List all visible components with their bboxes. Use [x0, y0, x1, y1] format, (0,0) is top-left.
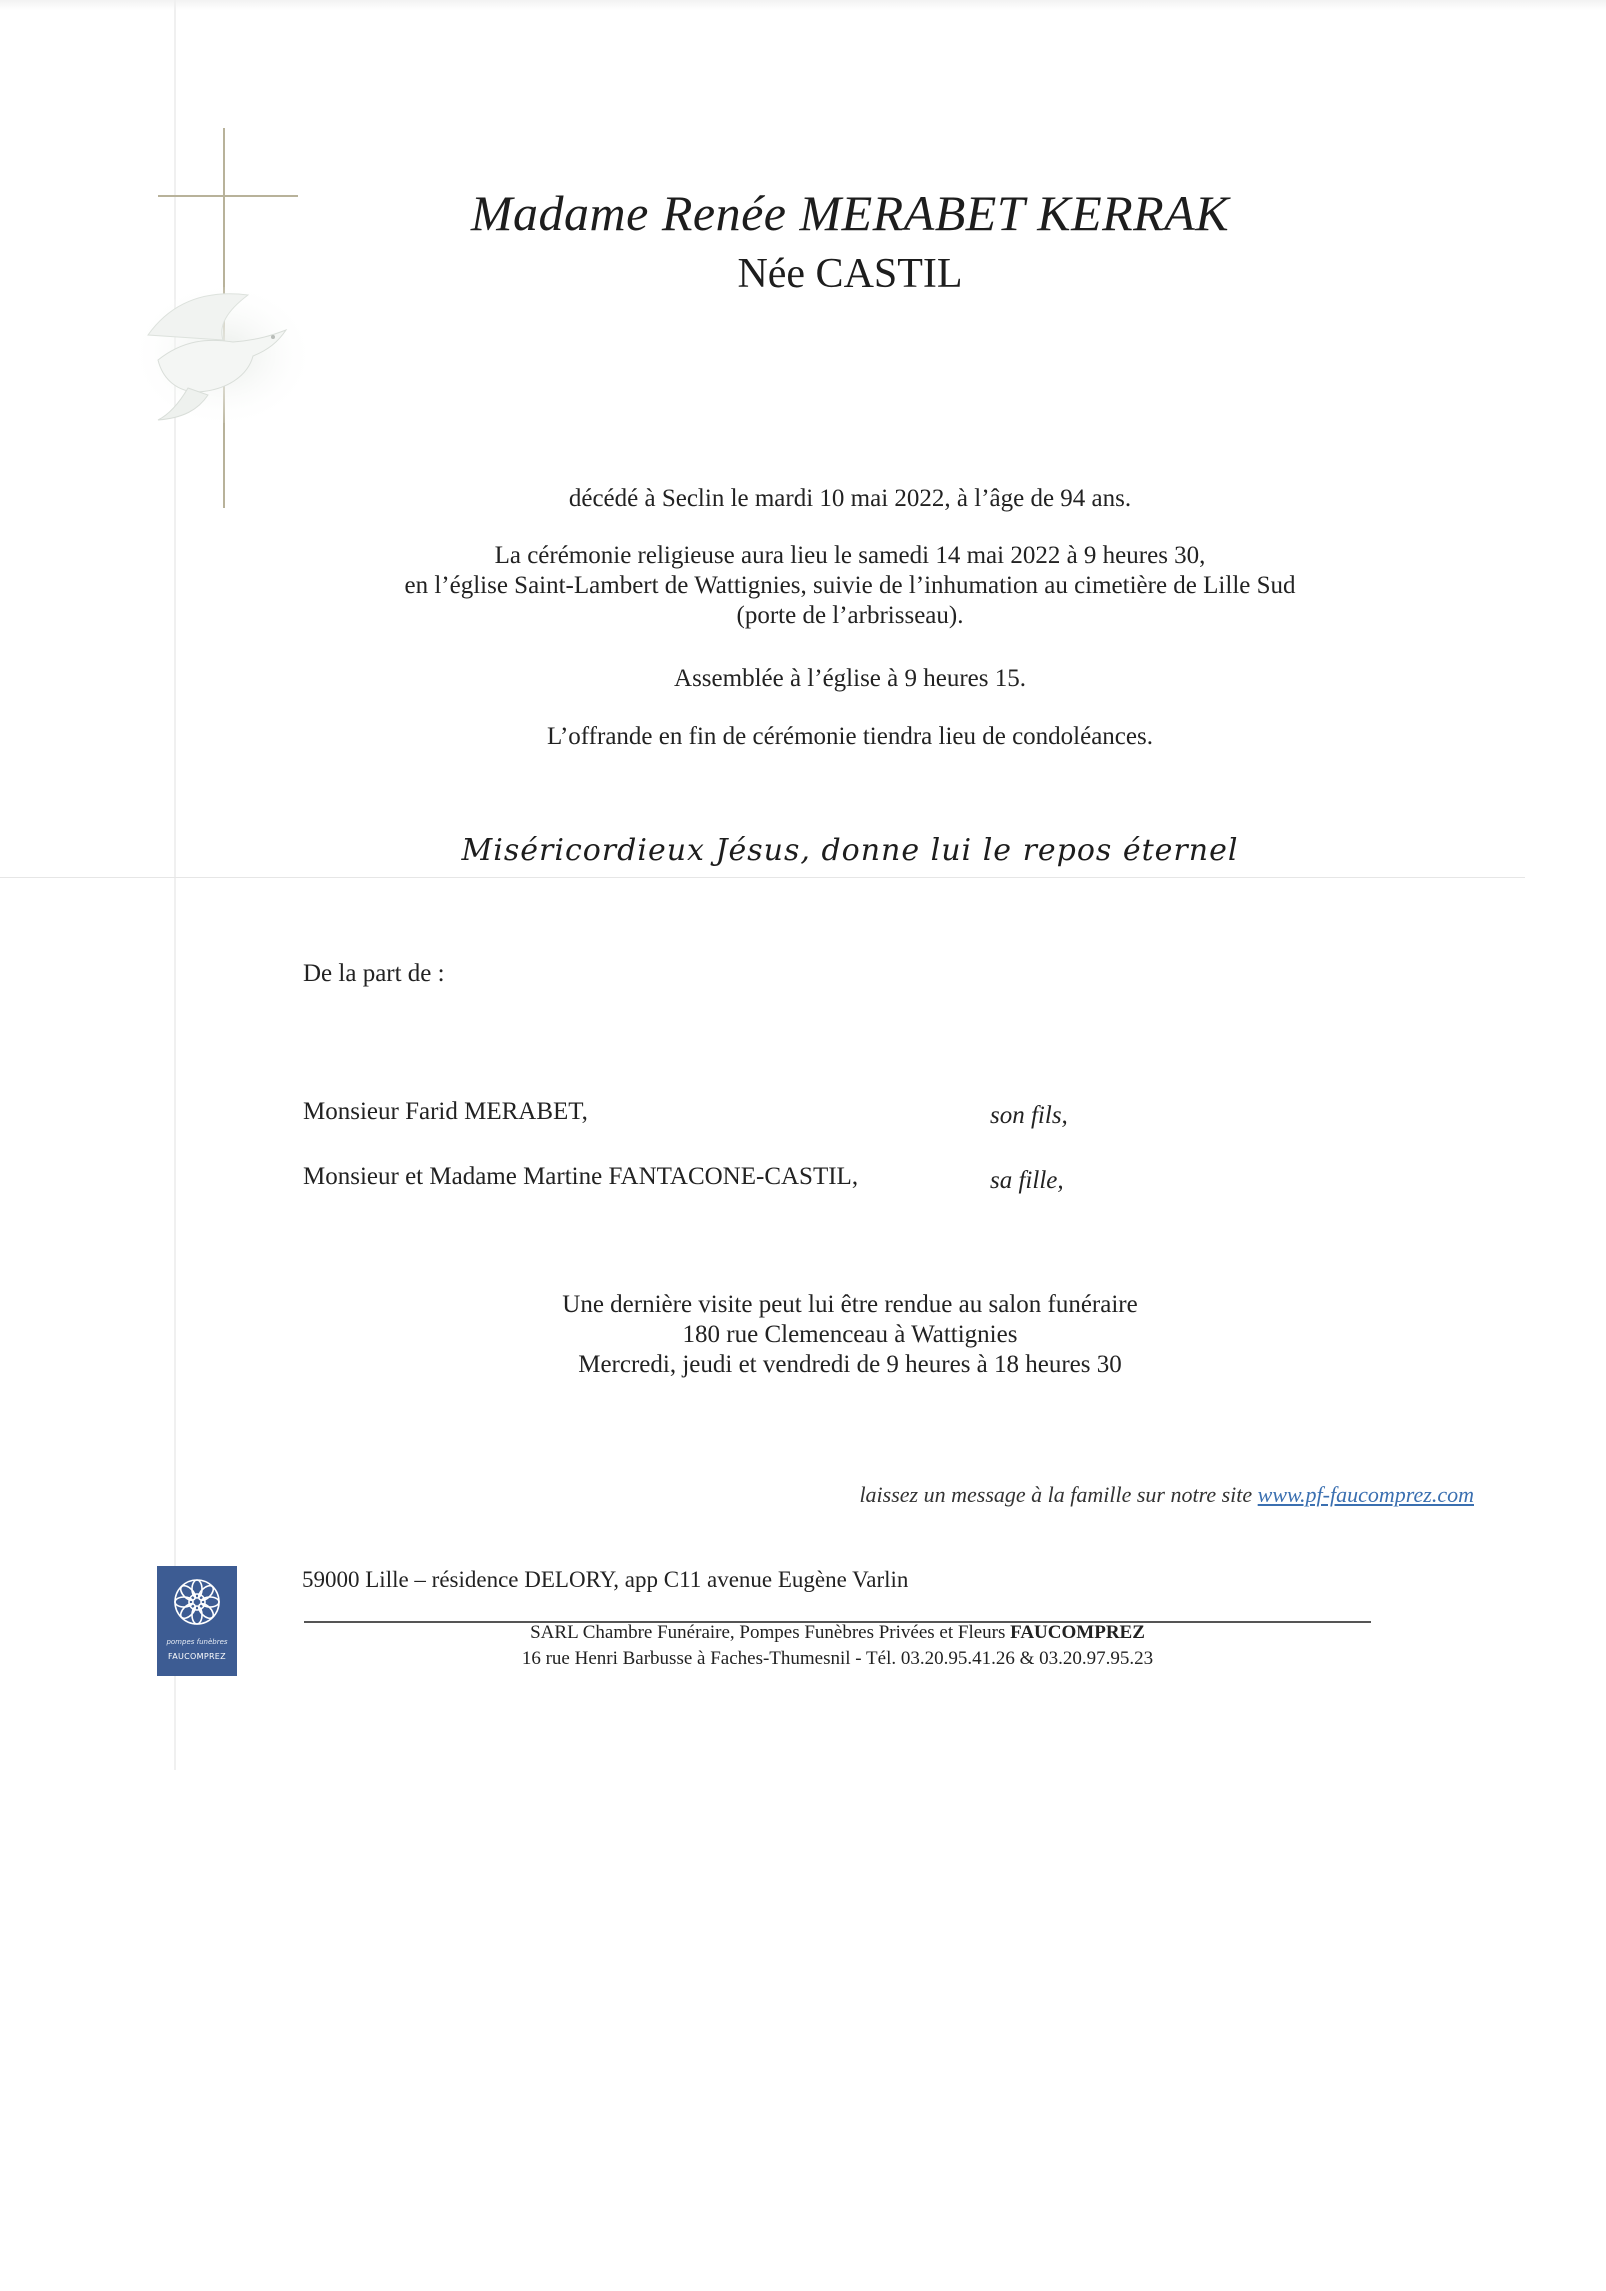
ceremony-line: La cérémonie religieuse aura lieu le samedi 14 mai 2022 à 9 heures 30, — [494, 542, 1206, 569]
offering-note: L’offrande en fin de cérémonie tiendra lieu de condoléances. — [547, 723, 1153, 750]
scan-top-edge — [0, 0, 1606, 10]
ceremony-line: en l’église Saint-Lambert de Wattignies, suivie de l’inhumation au cimetière de Lille Sud — [404, 572, 1296, 599]
branch-address: 59000 Lille – résidence DELORY, app C11 avenue Eugène Varlin — [302, 1567, 909, 1592]
family-member-relation: son fils, — [990, 1102, 1068, 1129]
logo-tagline: pompes funèbres — [166, 1638, 228, 1646]
company-brand: FAUCOMPREZ — [1010, 1622, 1145, 1643]
company-logo — [157, 1566, 237, 1676]
rosette-icon — [171, 1576, 223, 1628]
company-name-line — [300, 1622, 1375, 1644]
visit-details — [200, 1290, 1500, 1380]
company-contact-line: 16 rue Henri Barbusse à Faches-Thumesnil - Tél. 03.20.95.41.26 & 03.20.97.95.23 — [521, 1648, 1154, 1669]
message-invite — [859, 1482, 1474, 1508]
logo-brand: FAUCOMPREZ — [168, 1652, 226, 1661]
maiden-name: Née CASTIL — [737, 251, 963, 297]
message-text: laissez un message à la famille sur notre site — [859, 1482, 1253, 1507]
dove-icon — [128, 280, 308, 430]
family-member-relation: sa fille, — [990, 1167, 1064, 1194]
deceased-name: Madame Renée MERABET KERRAK — [470, 185, 1230, 241]
scan-left-edge — [174, 0, 176, 1770]
ceremony-details — [200, 541, 1500, 631]
company-description: SARL Chambre Funéraire, Pompes Funèbres Privées et Fleurs — [530, 1622, 1006, 1643]
family-member-name: Monsieur et Madame Martine FANTACONE-CASTIL, — [303, 1163, 859, 1190]
prayer-text: Miséricordieux Jésus, donne lui le repos éternel — [461, 833, 1239, 868]
visit-line: Mercredi, jeudi et vendredi de 9 heures à 18 heures 30 — [578, 1351, 1122, 1378]
family-intro: De la part de : — [303, 960, 445, 987]
prayer-divider — [0, 877, 1525, 878]
death-notice: décédé à Seclin le mardi 10 mai 2022, à l’âge de 94 ans. — [568, 485, 1132, 512]
family-member-name: Monsieur Farid MERABET, — [303, 1098, 588, 1125]
website-link[interactable]: www.pf-faucomprez.com — [1257, 1482, 1474, 1507]
ceremony-line: (porte de l’arbrisseau). — [736, 602, 964, 629]
visit-line: 180 rue Clemenceau à Wattignies — [682, 1321, 1018, 1348]
visit-line: Une dernière visite peut lui être rendue au salon funéraire — [562, 1291, 1138, 1318]
assembly-time: Assemblée à l’église à 9 heures 15. — [674, 665, 1026, 692]
